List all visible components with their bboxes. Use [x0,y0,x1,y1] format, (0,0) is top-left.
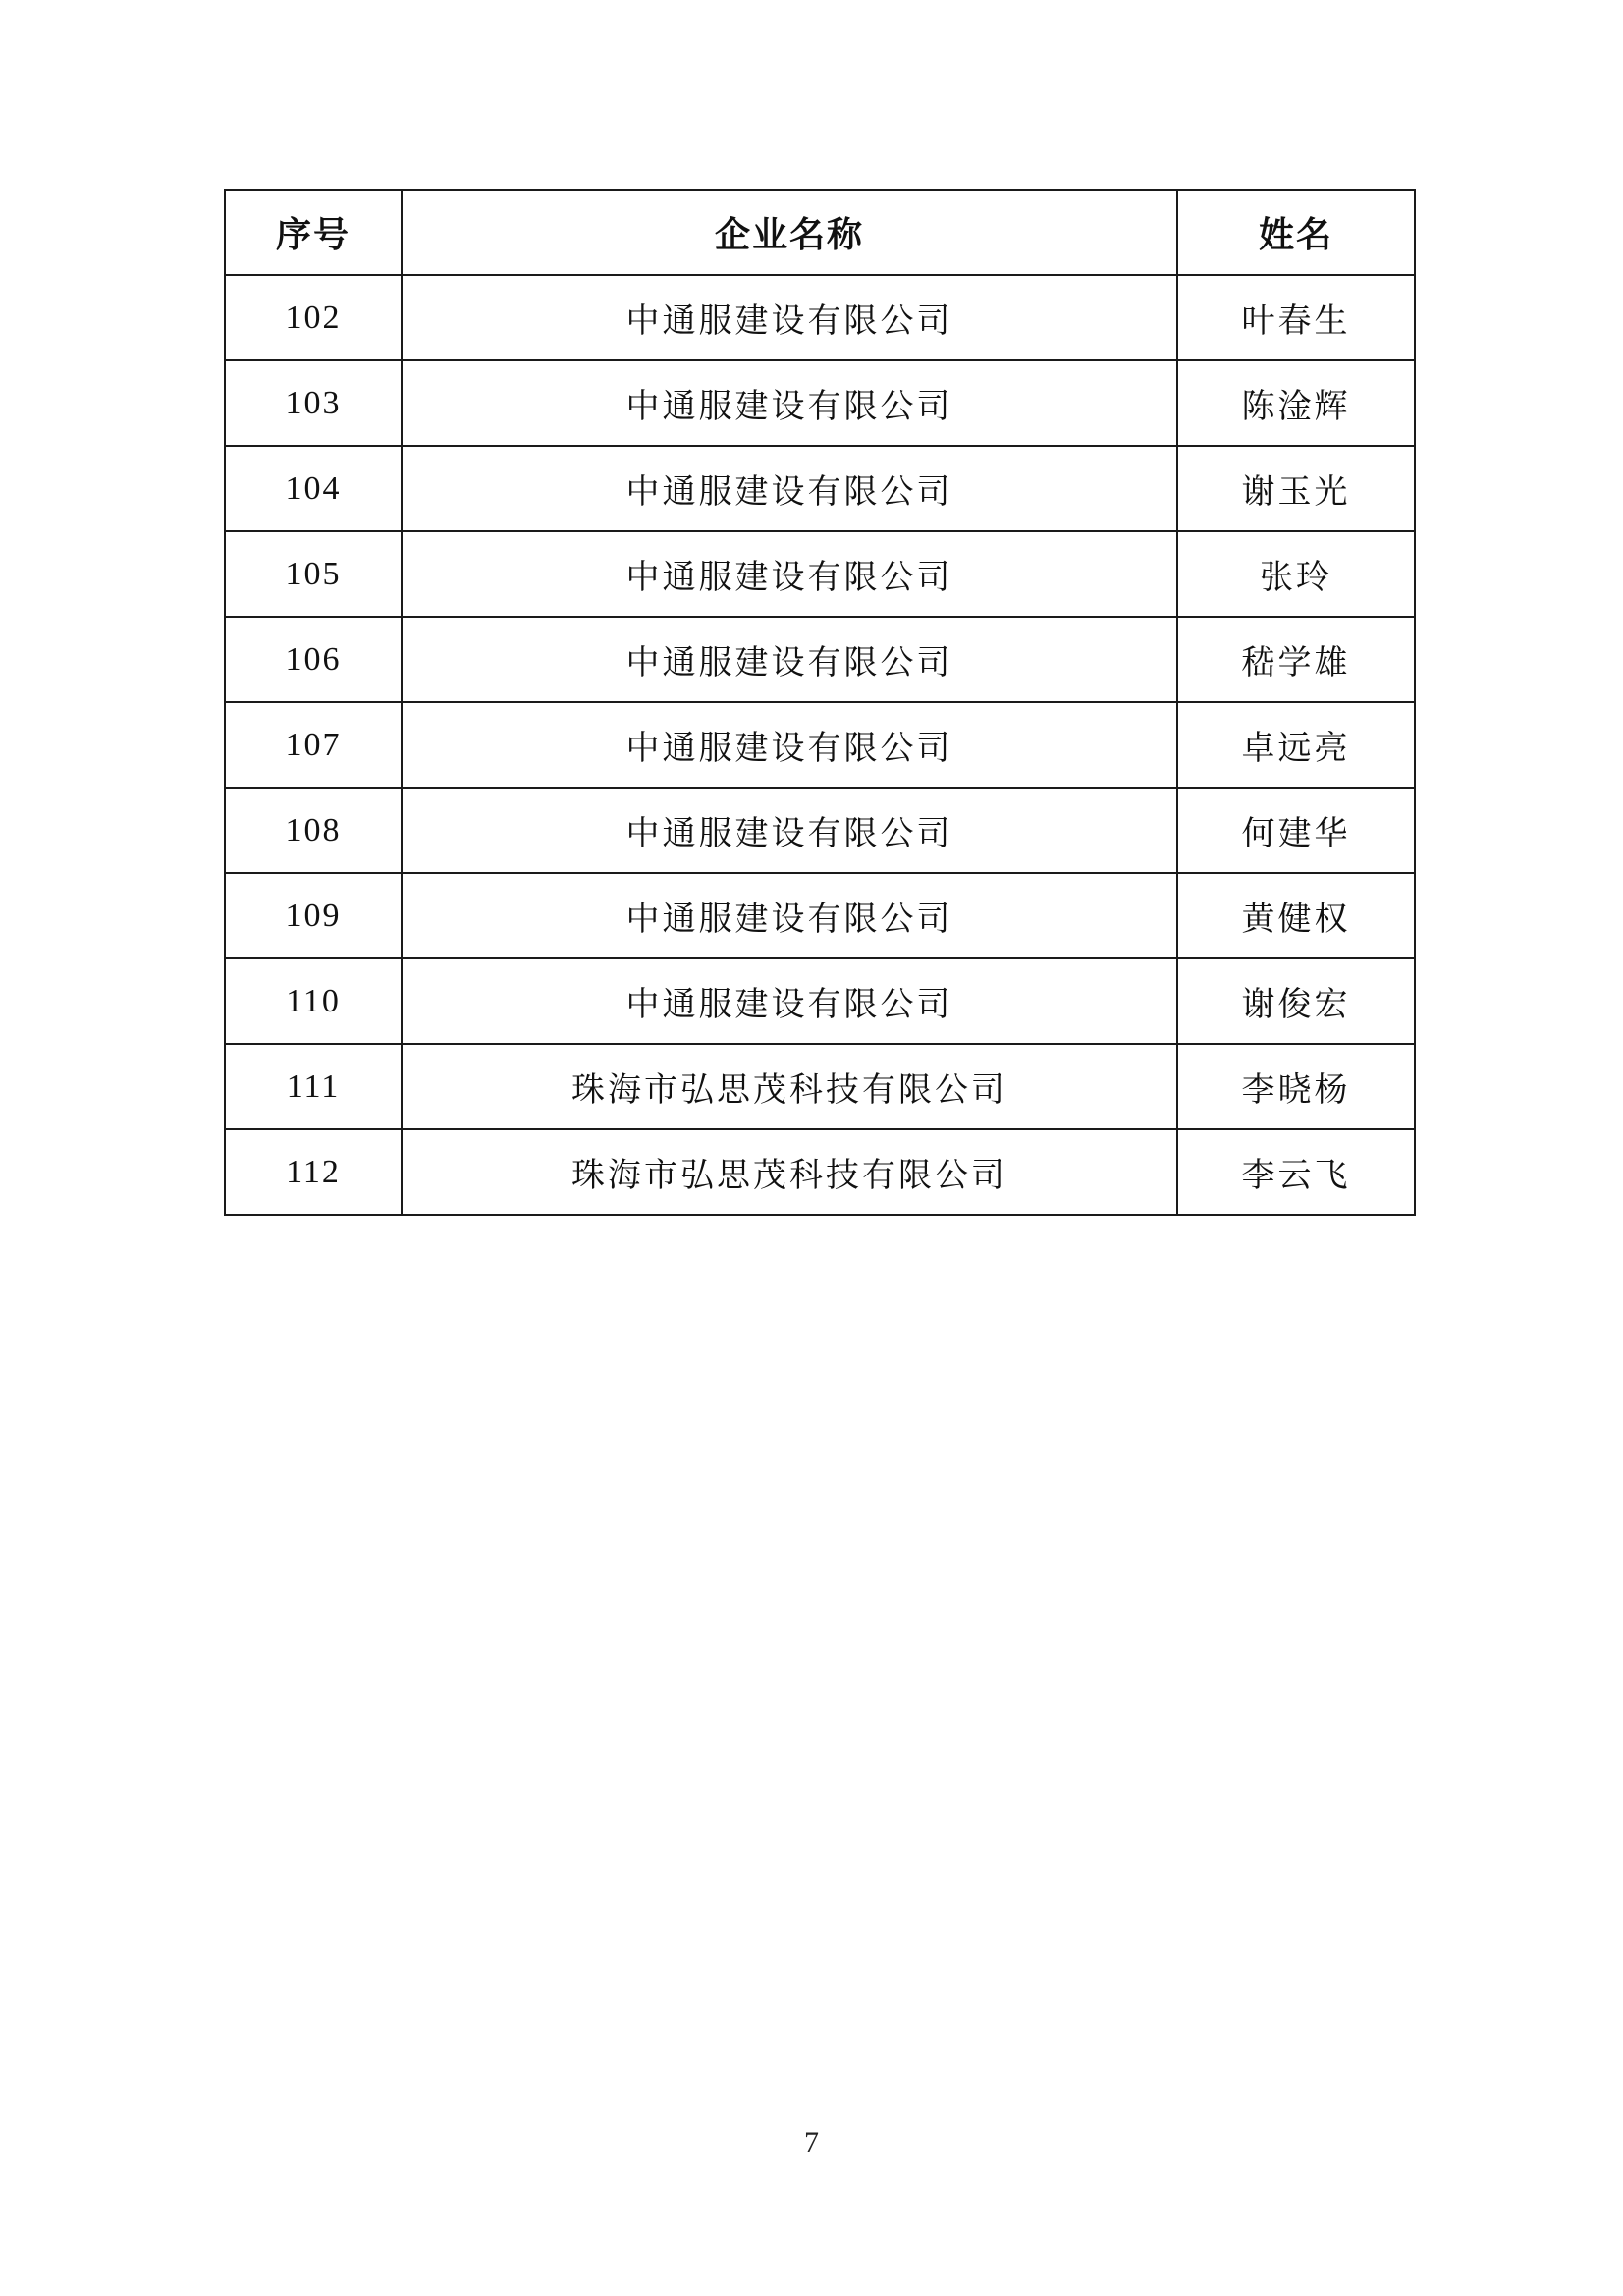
cell-name: 嵇学雄 [1177,617,1415,702]
cell-number: 107 [225,702,402,788]
cell-name: 叶春生 [1177,275,1415,360]
cell-number: 111 [225,1044,402,1129]
cell-company: 中通服建设有限公司 [402,360,1177,446]
cell-name: 何建华 [1177,788,1415,873]
table-row [225,873,1415,958]
header-company: 企业名称 [402,190,1177,275]
page-number: 7 [804,2126,819,2159]
cell-name: 谢俊宏 [1177,958,1415,1044]
cell-number: 103 [225,360,402,446]
cell-number: 105 [225,531,402,617]
table-row [225,275,1415,360]
cell-name: 黄健权 [1177,873,1415,958]
cell-name: 张玲 [1177,531,1415,617]
cell-number: 108 [225,788,402,873]
cell-name: 卓远亮 [1177,702,1415,788]
table-row [225,531,1415,617]
cell-name: 李云飞 [1177,1129,1415,1215]
cell-company: 中通服建设有限公司 [402,531,1177,617]
cell-company: 珠海市弘思茂科技有限公司 [402,1129,1177,1215]
table-row [225,617,1415,702]
roster-table [224,189,1416,1216]
cell-number: 112 [225,1129,402,1215]
cell-company: 中通服建设有限公司 [402,275,1177,360]
cell-number: 109 [225,873,402,958]
cell-name: 陈淦辉 [1177,360,1415,446]
cell-company: 中通服建设有限公司 [402,702,1177,788]
table-row [225,1129,1415,1215]
table-row [225,788,1415,873]
cell-name: 李晓杨 [1177,1044,1415,1129]
cell-company: 中通服建设有限公司 [402,788,1177,873]
cell-name: 谢玉光 [1177,446,1415,531]
cell-company: 中通服建设有限公司 [402,446,1177,531]
cell-company: 中通服建设有限公司 [402,873,1177,958]
cell-number: 110 [225,958,402,1044]
table-row [225,702,1415,788]
table-row [225,360,1415,446]
header-number: 序号 [225,190,402,275]
cell-company: 珠海市弘思茂科技有限公司 [402,1044,1177,1129]
cell-company: 中通服建设有限公司 [402,958,1177,1044]
cell-number: 106 [225,617,402,702]
table-row [225,958,1415,1044]
table-row [225,446,1415,531]
cell-number: 104 [225,446,402,531]
header-name: 姓名 [1177,190,1415,275]
table-row [225,1044,1415,1129]
table-header-row [225,190,1415,275]
cell-number: 102 [225,275,402,360]
cell-company: 中通服建设有限公司 [402,617,1177,702]
